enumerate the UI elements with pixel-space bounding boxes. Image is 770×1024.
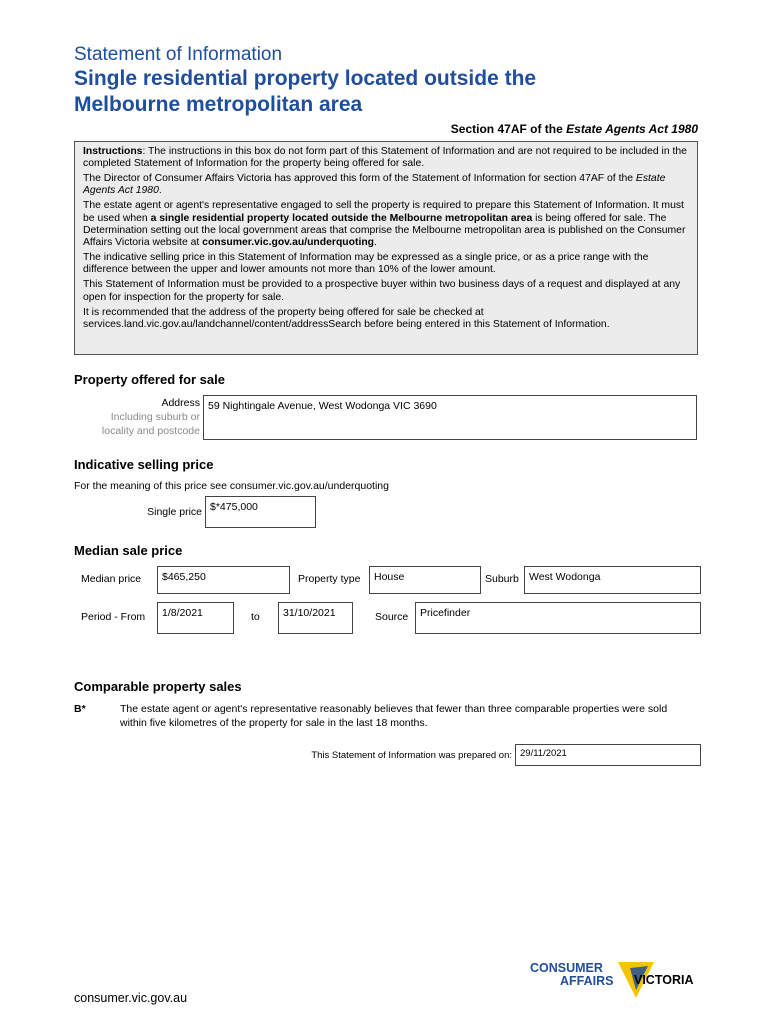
property-type-label: Property type xyxy=(298,573,361,585)
address-field[interactable]: 59 Nightingale Avenue, West Wodonga VIC 3690 xyxy=(203,395,697,440)
comparable-heading: Comparable property sales xyxy=(74,679,242,694)
section-act: Estate Agents Act 1980 xyxy=(566,122,698,136)
source-field[interactable]: Pricefinder xyxy=(415,602,701,634)
instructions-p6: It is recommended that the address of the property being offered for sale be checked at services.land.vic.gov.au/landchannel/content/addressSearch before being entered in this Statement of Information. xyxy=(83,306,610,330)
prepared-on-field[interactable]: 29/11/2021 xyxy=(515,744,701,766)
median-price-label: Median price xyxy=(81,573,142,585)
property-type-field[interactable]: House xyxy=(369,566,481,594)
suburb-field[interactable]: West Wodonga xyxy=(524,566,701,594)
indicative-meaning: For the meaning of this price see consumer.vic.gov.au/underquoting xyxy=(74,480,389,492)
logo-line-victoria: VICTORIA xyxy=(634,973,694,987)
prepared-on-label: This Statement of Information was prepared on: xyxy=(311,750,512,761)
address-label-group xyxy=(80,396,200,438)
period-from-label: Period - From xyxy=(81,611,146,623)
title-line-1: Single residential property located outside the xyxy=(74,67,537,90)
address-sublabel-1: Including suburb or xyxy=(110,411,200,423)
consumer-affairs-victoria-logo xyxy=(530,960,710,1006)
period-from-field[interactable]: 1/8/2021 xyxy=(157,602,234,634)
comparable-marker: B* xyxy=(74,703,86,715)
source-label: Source xyxy=(375,611,409,623)
median-price-field[interactable]: $465,250 xyxy=(157,566,290,594)
period-to-label: to xyxy=(251,611,260,623)
median-heading: Median sale price xyxy=(74,543,183,558)
logo-line-affairs: AFFAIRS xyxy=(560,974,614,988)
instructions-p1: Instructions: The instructions in this box do not form part of this Statement of Information and are not required to be included in the completed Statement of Information for the property being offered for sale. xyxy=(83,146,687,170)
instructions-p4: The indicative selling price in this Statement of Information may be expressed as a single price, or as a price range with the difference between the upper and lower amounts not more than 10% of the lower amount. xyxy=(83,252,649,276)
suburb-label: Suburb xyxy=(485,573,519,585)
address-sublabel-2: locality and postcode xyxy=(101,425,200,437)
single-price-field[interactable]: $*475,000 xyxy=(205,496,316,528)
period-to-field[interactable]: 31/10/2021 xyxy=(278,602,353,634)
section-reference: Section 47AF of the Estate Agents Act 1980 xyxy=(450,122,698,136)
comparable-text: The estate agent or agent's representative reasonably believes that fewer than three comparable properties were sold within five kilometres of the property for sale in the last 18 months. xyxy=(120,703,668,729)
underquoting-link[interactable]: consumer.vic.gov.au/underquoting xyxy=(202,237,375,249)
address-label: Address xyxy=(161,397,200,409)
indicative-heading: Indicative selling price xyxy=(74,457,214,472)
form-title xyxy=(74,66,536,118)
footer-url[interactable]: consumer.vic.gov.au xyxy=(74,991,188,1005)
form-subtitle: Statement of Information xyxy=(74,44,283,65)
instructions-p3: The estate agent or agent's representative engaged to sell the property is required to prepare this Statement of Information. It must be used when a single residential property located outside the Melbourne metropolitan area is being offered for sale. The Determination setting out the local government areas that comprise the Melbourne metropolitan area is published on the Consumer Affairs Victoria website at consumer.vic.gov.au/underquoting. xyxy=(83,200,686,249)
property-heading: Property offered for sale xyxy=(74,372,225,387)
instructions-p2: The Director of Consumer Affairs Victoria has approved this form of the Statement of Information for section 47AF of the Estate Agents Act 1980. xyxy=(83,173,666,197)
single-price-label: Single price xyxy=(147,506,202,518)
instructions-box xyxy=(74,141,698,355)
title-line-2: Melbourne metropolitan area xyxy=(74,93,363,116)
instructions-p5: This Statement of Information must be provided to a prospective buyer within two business days of a request and displayed at any open for inspection for the property for sale. xyxy=(83,279,681,303)
logo-line-consumer: CONSUMER xyxy=(530,961,603,975)
